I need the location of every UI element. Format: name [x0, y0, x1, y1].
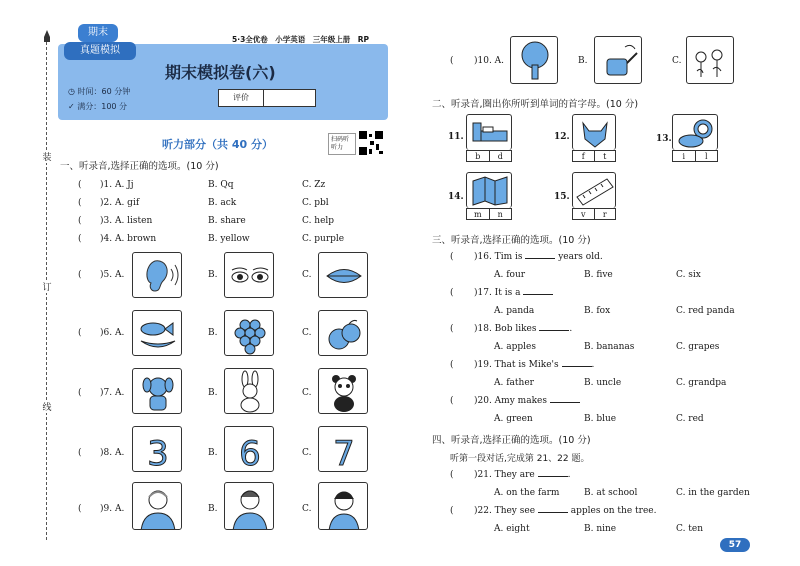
letter-choice[interactable]: i [682, 152, 686, 161]
section2-heading: 二、听录音,圈出你所听到单词的首字母。(10 分) [432, 99, 639, 110]
option-c: C. in the garden [676, 488, 750, 498]
question-option-a: )2. A. gif [100, 198, 140, 208]
fish-banana-icon[interactable] [132, 310, 182, 356]
paren: ( [450, 252, 454, 262]
paren: ( [78, 388, 82, 398]
letter-choices [572, 150, 616, 162]
letter-choice[interactable]: b [475, 152, 481, 161]
binding-char: 装 [40, 150, 54, 163]
paren: ( [78, 234, 82, 244]
question-option-a: )4. A. brown [100, 234, 157, 244]
item-number: 12. [554, 132, 570, 142]
option-b: B. at school [584, 488, 638, 498]
answer-blank[interactable] [550, 402, 580, 403]
question-stem [474, 506, 656, 516]
paren: ( [450, 360, 454, 370]
option-a: A. panda [494, 306, 535, 316]
item-number: 15. [554, 192, 570, 202]
question-option-a: )1. A. Jj [100, 180, 134, 190]
score-label: ✓ 满分：100 分 [68, 102, 128, 111]
man-icon[interactable] [224, 482, 274, 530]
question-option-b: B. ack [208, 198, 237, 208]
score-text: 满分：100 分 [77, 102, 128, 111]
item-number: 13. [656, 134, 672, 144]
stem-text: )17. It is a [474, 288, 521, 298]
question-label: )5. A. [100, 270, 125, 280]
answer-blank[interactable] [538, 476, 568, 477]
question-option-c: C. purple [302, 234, 345, 244]
question-label: )6. A. [100, 328, 125, 338]
paren: ( [78, 448, 82, 458]
question-option-b: B. Qq [208, 180, 234, 190]
binding-char: 订 [40, 280, 54, 293]
letter-choice[interactable]: l [695, 151, 718, 161]
time-text: 时间：60 分钟 [77, 87, 131, 96]
section4-intro: 听第一段对话,完成第 21、22 题。 [450, 454, 590, 464]
question-stem [474, 288, 553, 298]
option-a: A. father [494, 378, 534, 388]
option-c-label: C. [302, 448, 312, 458]
item-number: 14. [448, 192, 464, 202]
answer-blank[interactable] [525, 258, 555, 259]
letter-choice[interactable]: r [594, 209, 616, 219]
option-c: C. red panda [676, 306, 735, 316]
panda-icon[interactable] [318, 368, 368, 414]
svg-text:6: 6 [239, 434, 261, 472]
paren: ( [450, 470, 454, 480]
option-c: C. red [676, 414, 704, 424]
stem-text: )20. Amy makes [474, 396, 547, 406]
binding-char: 线 [40, 400, 54, 413]
rocket-icon [42, 30, 52, 44]
option-b: B. bananas [584, 342, 635, 352]
number-seven-icon[interactable] [318, 426, 368, 472]
letter-choices [466, 150, 512, 162]
watering-can-icon[interactable] [594, 36, 642, 84]
answer-blank[interactable] [538, 512, 568, 513]
stem-after: . [567, 470, 571, 480]
eyes-icon[interactable] [224, 252, 274, 298]
letter-choices [466, 208, 512, 220]
paren: ( [78, 328, 82, 338]
option-c-label: C. [302, 504, 312, 514]
option-c-label: C. [302, 270, 312, 280]
option-a: A. green [494, 414, 533, 424]
item-number: 11. [448, 132, 464, 142]
letter-choices [672, 150, 718, 162]
svg-text:3: 3 [147, 434, 169, 472]
stem-text: )19. That is Mike's [474, 360, 559, 370]
fox-icon [572, 114, 616, 150]
badge-line2: 真题模拟 [64, 42, 136, 60]
number-three-icon[interactable] [132, 426, 182, 472]
question-stem [474, 360, 594, 370]
question-option-c: C. Zz [302, 180, 326, 190]
map-icon [466, 172, 512, 208]
stem-text: )18. Bob likes [474, 324, 537, 334]
question-stem [474, 470, 571, 480]
number-six-icon[interactable] [224, 426, 274, 472]
option-c: C. grandpa [676, 378, 727, 388]
grapes-icon[interactable] [224, 310, 274, 356]
option-c: C. ten [676, 524, 704, 534]
question-option-b: B. share [208, 216, 246, 226]
option-b: B. blue [584, 414, 617, 424]
paren: ( [78, 198, 82, 208]
option-a: A. apples [494, 342, 536, 352]
option-b-label: B. [578, 56, 588, 66]
bed-icon [466, 114, 512, 150]
question-label: )7. A. [100, 388, 125, 398]
option-b: B. fox [584, 306, 611, 316]
section1-heading: 一、听录音,选择正确的选项。(10 分) [60, 161, 219, 172]
letter-choice[interactable]: t [594, 151, 616, 161]
stem-after: . [591, 360, 595, 370]
question-stem [474, 324, 572, 334]
section3-heading: 三、听录音,选择正确的选项。(10 分) [432, 235, 591, 246]
evaluation-label: 评价 [219, 90, 264, 106]
paren: ( [450, 56, 454, 66]
section4-heading: 四、听录音,选择正确的选项。(10 分) [432, 435, 591, 446]
page-title: 期末模拟卷(六) [165, 63, 276, 82]
page-number: 57 [720, 538, 750, 552]
orange-icon[interactable] [318, 310, 368, 356]
stem-after: years old. [558, 252, 603, 262]
answer-blank[interactable] [562, 366, 592, 367]
ear-icon[interactable] [132, 252, 182, 298]
option-a: A. four [494, 270, 526, 280]
option-b: B. five [584, 270, 613, 280]
option-b-label: B. [208, 388, 218, 398]
paren: ( [78, 180, 82, 190]
option-c: C. six [676, 270, 701, 280]
flowers-icon[interactable] [686, 36, 734, 84]
question-label: )10. A. [474, 56, 505, 66]
option-b-label: B. [208, 270, 218, 280]
question-stem [474, 252, 603, 262]
paren: ( [78, 216, 82, 226]
question-option-a: )3. A. listen [100, 216, 153, 226]
letter-choice[interactable]: m [473, 210, 482, 219]
paren: ( [450, 324, 454, 334]
letter-choice[interactable]: d [489, 151, 512, 161]
option-c-label: C. [302, 388, 312, 398]
option-b-label: B. [208, 448, 218, 458]
question-stem [474, 396, 580, 406]
question-label: )9. A. [100, 504, 125, 514]
question-option-c: C. pbl [302, 198, 329, 208]
letter-choice[interactable]: f [581, 152, 585, 161]
question-label: )8. A. [100, 448, 125, 458]
boy-icon[interactable] [318, 482, 368, 530]
option-b: B. nine [584, 524, 617, 534]
dog-icon[interactable] [132, 368, 182, 414]
option-c: C. grapes [676, 342, 720, 352]
option-a: A. eight [494, 524, 530, 534]
letter-choice[interactable]: n [489, 209, 512, 219]
svg-text:7: 7 [333, 434, 355, 472]
option-c-label: C. [302, 328, 312, 338]
paren: ( [78, 270, 82, 280]
stem-after: apples on the tree. [570, 506, 657, 516]
option-c-label: C. [672, 56, 682, 66]
binding-margin [40, 30, 54, 540]
stem-text: )22. They see [474, 506, 536, 516]
paren: ( [450, 288, 454, 298]
paren: ( [78, 504, 82, 514]
option-b-label: B. [208, 328, 218, 338]
listening-title: 听力部分（共 40 分） [162, 138, 273, 151]
paren: ( [450, 396, 454, 406]
exam-badge [64, 22, 136, 64]
rabbit-icon[interactable] [224, 368, 274, 414]
grandpa-icon[interactable] [132, 482, 182, 530]
stem-text: )21. They are [474, 470, 535, 480]
answer-blank[interactable] [523, 294, 553, 295]
time-label: ◷ 时间：60 分钟 [68, 87, 131, 96]
lion-icon [672, 114, 718, 150]
option-b: B. uncle [584, 378, 622, 388]
option-a: A. on the farm [494, 488, 560, 498]
mouth-icon[interactable] [318, 252, 368, 298]
stem-text: )16. Tim is [474, 252, 523, 262]
letter-choices [572, 208, 616, 220]
option-b-label: B. [208, 504, 218, 514]
ruler-icon [572, 172, 616, 208]
letter-choice[interactable]: v [580, 210, 586, 219]
qr-label: 扫码听听力 [328, 133, 356, 155]
evaluation-box [218, 89, 316, 107]
paren: ( [450, 506, 454, 516]
series-info: 5·3全优卷 小学英语 三年级上册 RP [232, 35, 370, 44]
tree-icon[interactable] [510, 36, 558, 84]
badge-line1: 期末 [78, 24, 118, 42]
question-option-c: C. help [302, 216, 335, 226]
answer-blank[interactable] [539, 330, 569, 331]
stem-after: . [569, 324, 573, 334]
qr-code-icon[interactable] [358, 130, 384, 156]
question-option-b: B. yellow [208, 234, 250, 244]
